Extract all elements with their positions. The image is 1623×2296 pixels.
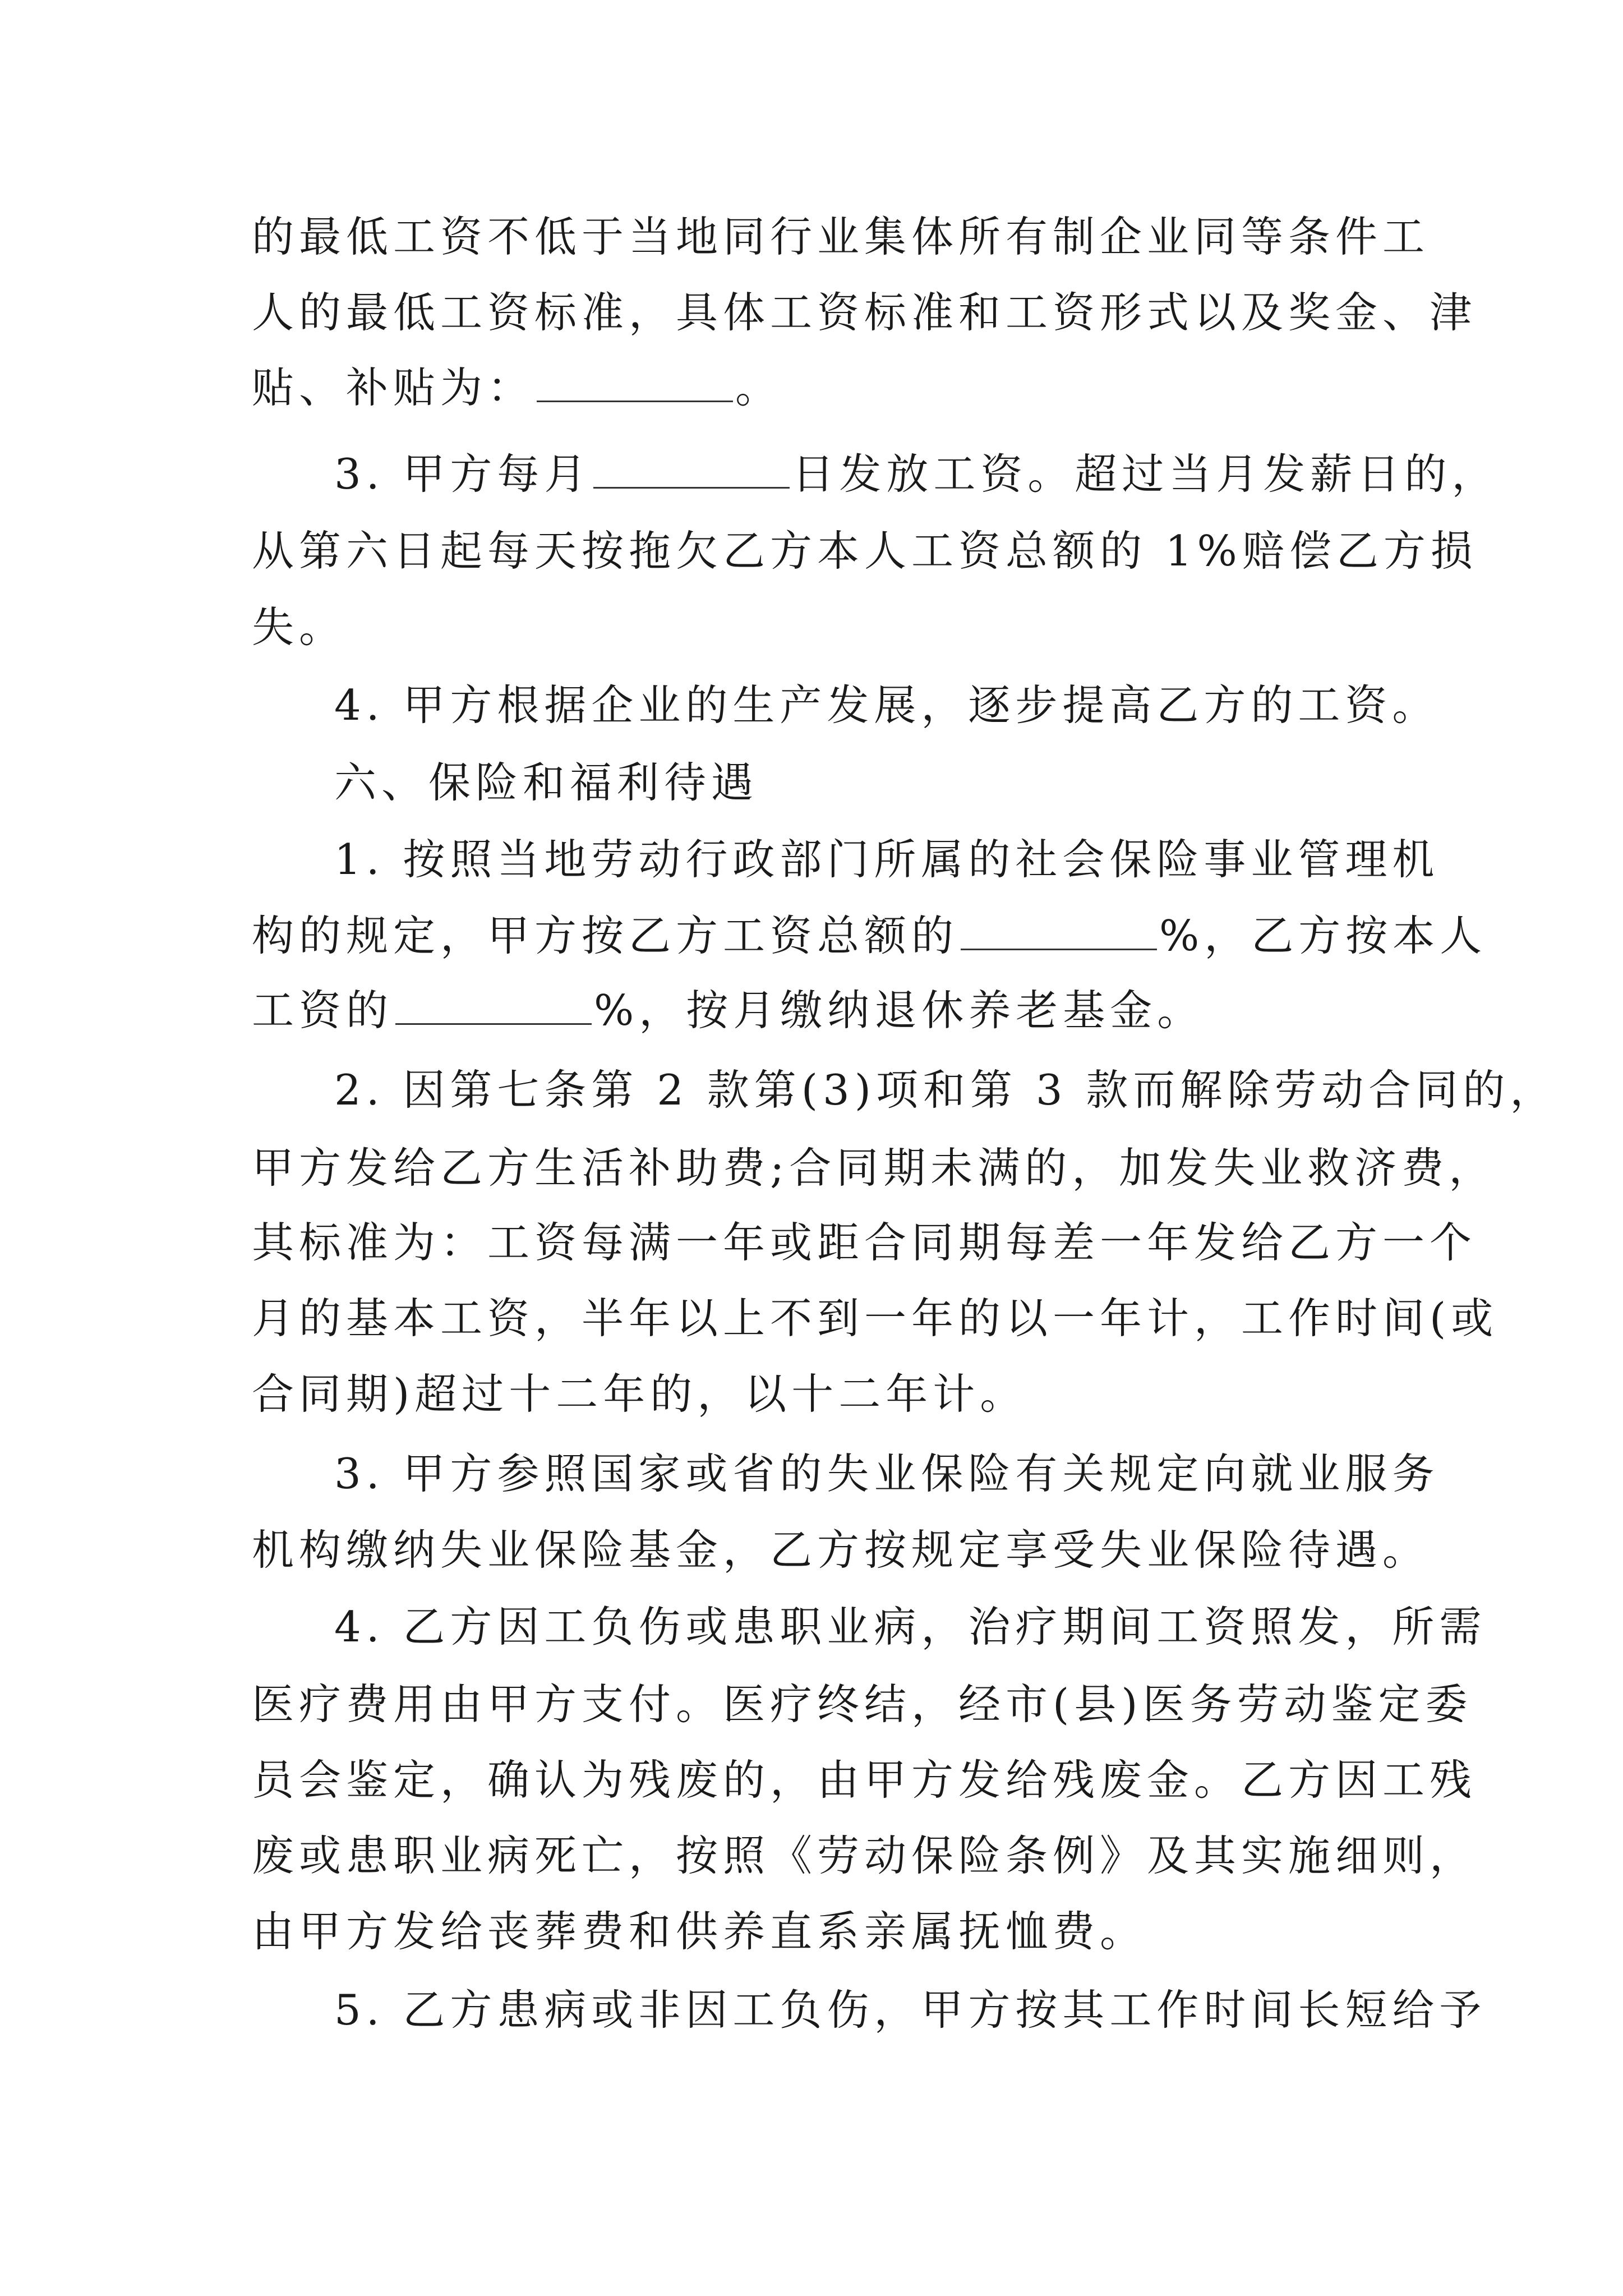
text-line: 甲方发给乙方生活补助费;合同期未满的，加发失业救济费， <box>252 1143 1496 1193</box>
text-line: 1. 按照当地劳动行政部门所属的社会保险事业管理机 <box>334 835 1440 884</box>
text-segment: 工资的 <box>252 986 394 1035</box>
text-line: 失。 <box>252 602 347 652</box>
text-line <box>252 982 1204 1038</box>
text-line: 5. 乙方患病或非因工负伤，甲方按其工作时间长短给予 <box>334 1985 1487 2035</box>
section-heading: 六、保险和福利待遇 <box>334 758 759 807</box>
text-line: 员会鉴定，确认为残废的，由甲方发给残废金。乙方因工残 <box>252 1755 1477 1805</box>
text-line <box>334 446 1498 502</box>
text-line: 人的最低工资标准，具体工资标准和工资形式以及奖金、津 <box>252 288 1477 337</box>
text-line: 合同期)超过十二年的，以十二年计。 <box>252 1369 1027 1419</box>
fill-in-blank <box>537 361 733 402</box>
text-segment: 贴、补贴为： <box>252 363 535 412</box>
text-segment: 3. 甲方每月 <box>334 449 592 499</box>
text-line: 从第六日起每天按拖欠乙方本人工资总额的 1%赔偿乙方损 <box>252 526 1478 576</box>
text-line: 月的基本工资，半年以上不到一年的以一年计，工作时间(或 <box>252 1294 1498 1343</box>
text-segment: 日发放工资。超过当月发薪日的， <box>792 449 1499 499</box>
text-segment: 构的规定，甲方按乙方工资总额的 <box>252 911 959 960</box>
fill-in-blank <box>593 448 790 489</box>
text-segment: 。 <box>735 363 783 412</box>
text-line: 废或患职业病死亡，按照《劳动保险条例》及其实施细则， <box>252 1831 1477 1880</box>
text-line <box>252 360 782 416</box>
text-segment: %，按月缴纳退休养老基金。 <box>594 986 1205 1035</box>
text-line: 机构缴纳失业保险基金，乙方按规定享受失业保险待遇。 <box>252 1525 1430 1575</box>
text-line: 的最低工资不低于当地同行业集体所有制企业同等条件工 <box>252 212 1430 261</box>
text-line: 由甲方发给丧葬费和供养直系亲属抚恤费。 <box>252 1907 1147 1956</box>
fill-in-blank <box>395 984 592 1025</box>
text-segment: %，乙方按本人 <box>1159 911 1487 960</box>
text-line: 医疗费用由甲方支付。医疗终结，经市(县)医务劳动鉴定委 <box>252 1680 1473 1729</box>
text-line <box>252 908 1487 964</box>
text-line: 其标准为：工资每满一年或距合同期每差一年发给乙方一个 <box>252 1218 1477 1267</box>
text-line: 3. 甲方参照国家或省的失业保险有关规定向就业服务 <box>334 1449 1440 1498</box>
text-line: 4. 甲方根据企业的生产发展，逐步提高乙方的工资。 <box>334 680 1440 730</box>
text-line: 2. 因第七条第 2 款第(3)项和第 3 款而解除劳动合同的， <box>334 1065 1557 1115</box>
text-line: 4. 乙方因工负伤或患职业病，治疗期间工资照发，所需 <box>334 1602 1487 1651</box>
fill-in-blank <box>961 909 1157 950</box>
